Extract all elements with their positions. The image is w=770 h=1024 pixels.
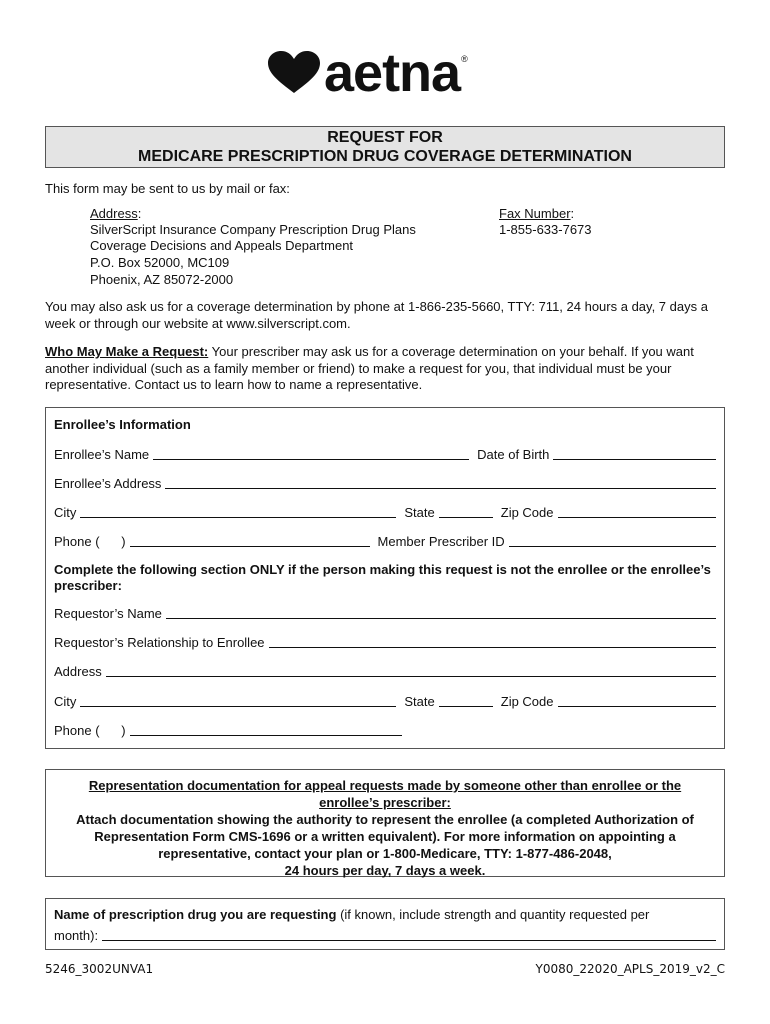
requestor-phone-field[interactable] bbox=[130, 723, 402, 736]
aetna-logo bbox=[268, 43, 468, 103]
phone-field[interactable] bbox=[130, 534, 370, 547]
phone-label: Phone ( ) bbox=[54, 534, 126, 549]
requestor-city-field[interactable] bbox=[80, 694, 396, 707]
requestor-phone-label: Phone ( ) bbox=[54, 723, 126, 738]
drug-name-row bbox=[54, 925, 716, 943]
enrollee-address-row bbox=[54, 473, 716, 491]
state-label: State bbox=[404, 505, 435, 520]
who-may-request-heading: Who May Make a Request: bbox=[45, 344, 209, 359]
address-line-2: Coverage Decisions and Appeals Department bbox=[90, 238, 354, 253]
address-line-3: P.O. Box 52000, MC109 bbox=[90, 255, 230, 270]
enrollee-name-label: Enrollee’s Name bbox=[54, 447, 150, 462]
enrollee-name-field[interactable] bbox=[153, 447, 469, 460]
zip-field[interactable] bbox=[558, 505, 717, 518]
title-line-1: REQUEST FOR bbox=[327, 129, 443, 146]
city-field[interactable] bbox=[80, 505, 396, 518]
who-may-request-paragraph bbox=[45, 344, 725, 394]
requestor-relationship-row bbox=[54, 632, 716, 650]
enrollee-address-field[interactable] bbox=[165, 476, 716, 489]
enrollee-phone-row bbox=[54, 531, 716, 549]
zip-label: Zip Code bbox=[500, 505, 554, 520]
requestor-city-row bbox=[54, 691, 716, 709]
fax-number: 1-855-633-7673 bbox=[499, 222, 592, 237]
member-id-field[interactable] bbox=[509, 534, 716, 547]
dob-label: Date of Birth bbox=[477, 447, 550, 462]
requestor-address-label: Address bbox=[54, 664, 102, 679]
drug-name-label-row bbox=[54, 907, 649, 923]
footer-document-id: Y0080_22020_APLS_2019_v2_C bbox=[535, 962, 725, 976]
requestor-state-label: State bbox=[404, 694, 435, 709]
drug-name-label: Name of prescription drug you are requesting bbox=[54, 907, 337, 922]
address-line-4: Phoenix, AZ 85072-2000 bbox=[90, 272, 234, 287]
address-label: Address: bbox=[90, 206, 142, 221]
requestor-address-field[interactable] bbox=[106, 664, 716, 677]
who-may-request-text: Your prescriber may ask us for a coverage determination on your behalf. If you want another individual (such as a family member or friend) to make a request for you, that individual must be your representative. Contact us to learn how to name a representative. bbox=[45, 344, 694, 392]
dob-field[interactable] bbox=[553, 447, 716, 460]
requestor-relationship-label: Requestor’s Relationship to Enrollee bbox=[54, 635, 265, 650]
heart-icon bbox=[268, 51, 320, 95]
fax-label: Fax Number: bbox=[499, 206, 575, 221]
logo-wordmark: aetna bbox=[324, 43, 461, 103]
requestor-name-row bbox=[54, 603, 716, 621]
address-line-1: SilverScript Insurance Company Prescription Drug Plans bbox=[90, 222, 416, 237]
requestor-zip-field[interactable] bbox=[558, 694, 717, 707]
enrollee-heading: Enrollee’s Information bbox=[54, 417, 191, 432]
requestor-phone-row bbox=[54, 720, 402, 738]
drug-name-hint: (if known, include strength and quantity requested per bbox=[336, 907, 650, 922]
representation-heading: Representation documentation for appeal requests made by someone other than enrollee or the enrollee’s prescriber: bbox=[88, 778, 682, 810]
requestor-zip-label: Zip Code bbox=[500, 694, 554, 709]
form-title-box bbox=[45, 126, 725, 168]
representation-body: Attach documentation showing the authority to represent the enrollee (a completed Authorization of Representation Form CMS-1696 or a written equivalent). For more information on appointing a representative, contact your plan or 1-800-Medicare, TTY: 1-877-486-2048, bbox=[76, 812, 694, 861]
requestor-relationship-field[interactable] bbox=[269, 635, 716, 648]
drug-month-label: month): bbox=[54, 928, 99, 943]
requestor-address-row bbox=[54, 661, 716, 679]
requestor-city-label: City bbox=[54, 694, 77, 709]
city-label: City bbox=[54, 505, 77, 520]
enrollee-city-row bbox=[54, 502, 716, 520]
representation-hours: 24 hours per day, 7 days a week. bbox=[284, 863, 486, 878]
requestor-name-label: Requestor’s Name bbox=[54, 606, 162, 621]
representation-box bbox=[45, 769, 725, 877]
enrollee-name-row bbox=[54, 444, 716, 462]
phone-paragraph: You may also ask us for a coverage determination by phone at 1-866-235-5660, TTY: 711, 24 hours a day, 7 days a week or through our website at www.silverscript.com. bbox=[45, 299, 708, 331]
state-field[interactable] bbox=[439, 505, 493, 518]
enrollee-info-box bbox=[45, 407, 725, 749]
title-line-2: MEDICARE PRESCRIPTION DRUG COVERAGE DETERMINATION bbox=[138, 148, 632, 165]
enrollee-address-label: Enrollee’s Address bbox=[54, 476, 162, 491]
footer-form-code: 5246_3002UNVA1 bbox=[45, 962, 154, 976]
intro-text: This form may be sent to us by mail or fax: bbox=[45, 181, 290, 196]
drug-name-field[interactable] bbox=[102, 928, 716, 941]
registered-mark: ® bbox=[461, 54, 468, 64]
requestor-state-field[interactable] bbox=[439, 694, 493, 707]
requestor-note: Complete the following section ONLY if the person making this request is not the enrollee or the enrollee’s prescriber: bbox=[54, 562, 711, 593]
drug-name-box bbox=[45, 898, 725, 950]
member-id-label: Member Prescriber ID bbox=[377, 534, 505, 549]
requestor-name-field[interactable] bbox=[166, 606, 716, 619]
